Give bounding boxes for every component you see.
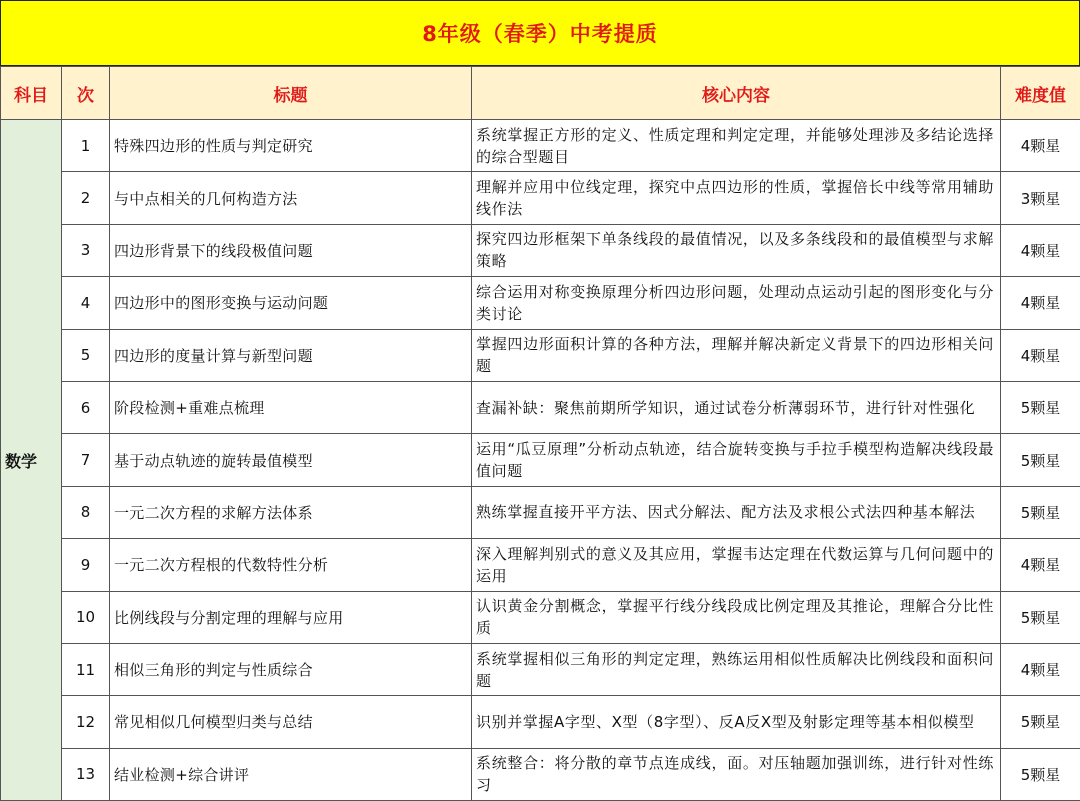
row-number: 11 xyxy=(62,643,110,695)
header-number: 次 xyxy=(62,67,110,120)
row-number: 1 xyxy=(62,120,110,172)
row-title: 阶段检测+重难点梳理 xyxy=(110,381,472,433)
row-number: 12 xyxy=(62,696,110,748)
row-number: 10 xyxy=(62,591,110,643)
row-core-content: 深入理解判别式的意义及其应用，掌握韦达定理在代数运算与几何问题中的运用 xyxy=(472,539,1001,591)
row-difficulty: 4颗星 xyxy=(1001,539,1080,591)
row-title: 四边形的度量计算与新型问题 xyxy=(110,329,472,381)
row-core-content: 熟练掌握直接开平方法、因式分解法、配方法及求根公式法四种基本解法 xyxy=(472,486,1001,538)
row-title: 一元二次方程根的代数特性分析 xyxy=(110,539,472,591)
table-row xyxy=(1,224,1080,276)
row-number: 8 xyxy=(62,486,110,538)
row-core-content: 查漏补缺：聚焦前期所学知识，通过试卷分析薄弱环节，进行针对性强化 xyxy=(472,381,1001,433)
row-core-content: 掌握四边形面积计算的各种方法，理解并解决新定义背景下的四边形相关问题 xyxy=(472,329,1001,381)
row-difficulty: 5颗星 xyxy=(1001,486,1080,538)
row-core-content: 认识黄金分割概念，掌握平行线分线段成比例定理及其推论，理解合分比性质 xyxy=(472,591,1001,643)
row-title: 特殊四边形的性质与判定研究 xyxy=(110,120,472,172)
row-title: 比例线段与分割定理的理解与应用 xyxy=(110,591,472,643)
row-number: 9 xyxy=(62,539,110,591)
table-row xyxy=(1,277,1080,329)
row-core-content: 系统掌握相似三角形的判定定理，熟练运用相似性质解决比例线段和面积问题 xyxy=(472,643,1001,695)
subject-cell: 数学 xyxy=(1,120,62,801)
table-row xyxy=(1,539,1080,591)
row-core-content: 探究四边形框架下单条线段的最值情况，以及多条线段和的最值模型与求解策略 xyxy=(472,224,1001,276)
row-number: 7 xyxy=(62,434,110,486)
row-title: 与中点相关的几何构造方法 xyxy=(110,172,472,224)
header-subject: 科目 xyxy=(1,67,62,120)
row-core-content: 识别并掌握A字型、X型（8字型）、反A反X型及射影定理等基本相似模型 xyxy=(472,696,1001,748)
header-title: 标题 xyxy=(110,67,472,120)
row-number: 2 xyxy=(62,172,110,224)
table-row xyxy=(1,591,1080,643)
table-row xyxy=(1,748,1080,800)
table-row xyxy=(1,696,1080,748)
row-difficulty: 5颗星 xyxy=(1001,381,1080,433)
header-difficulty: 难度值 xyxy=(1001,67,1080,120)
course-table xyxy=(0,66,1080,801)
row-title: 四边形背景下的线段极值问题 xyxy=(110,224,472,276)
page-title: 8年级（春季）中考提质 xyxy=(0,0,1080,66)
row-difficulty: 3颗星 xyxy=(1001,172,1080,224)
header-core: 核心内容 xyxy=(472,67,1001,120)
row-core-content: 综合运用对称变换原理分析四边形问题，处理动点运动引起的图形变化与分类讨论 xyxy=(472,277,1001,329)
table-row xyxy=(1,120,1080,172)
row-core-content: 系统掌握正方形的定义、性质定理和判定定理，并能够处理涉及多结论选择的综合型题目 xyxy=(472,120,1001,172)
table-row xyxy=(1,643,1080,695)
row-difficulty: 4颗星 xyxy=(1001,329,1080,381)
row-title: 一元二次方程的求解方法体系 xyxy=(110,486,472,538)
row-title: 结业检测+综合讲评 xyxy=(110,748,472,800)
row-core-content: 系统整合：将分散的章节点连成线，面。对压轴题加强训练，进行针对性练习 xyxy=(472,748,1001,800)
row-difficulty: 5颗星 xyxy=(1001,434,1080,486)
row-title: 常见相似几何模型归类与总结 xyxy=(110,696,472,748)
row-title: 基于动点轨迹的旋转最值模型 xyxy=(110,434,472,486)
row-difficulty: 4颗星 xyxy=(1001,224,1080,276)
row-title: 相似三角形的判定与性质综合 xyxy=(110,643,472,695)
row-difficulty: 5颗星 xyxy=(1001,748,1080,800)
row-core-content: 理解并应用中位线定理，探究中点四边形的性质，掌握倍长中线等常用辅助线作法 xyxy=(472,172,1001,224)
row-number: 4 xyxy=(62,277,110,329)
row-title: 四边形中的图形变换与运动问题 xyxy=(110,277,472,329)
row-number: 6 xyxy=(62,381,110,433)
row-number: 5 xyxy=(62,329,110,381)
table-row xyxy=(1,381,1080,433)
table-row xyxy=(1,486,1080,538)
row-difficulty: 4颗星 xyxy=(1001,643,1080,695)
row-number: 13 xyxy=(62,748,110,800)
header-row xyxy=(1,67,1080,120)
row-number: 3 xyxy=(62,224,110,276)
row-core-content: 运用“瓜豆原理”分析动点轨迹，结合旋转变换与手拉手模型构造解决线段最值问题 xyxy=(472,434,1001,486)
row-difficulty: 4颗星 xyxy=(1001,277,1080,329)
row-difficulty: 5颗星 xyxy=(1001,696,1080,748)
row-difficulty: 4颗星 xyxy=(1001,120,1080,172)
table-row xyxy=(1,329,1080,381)
table-row xyxy=(1,434,1080,486)
row-difficulty: 5颗星 xyxy=(1001,591,1080,643)
table-row xyxy=(1,172,1080,224)
